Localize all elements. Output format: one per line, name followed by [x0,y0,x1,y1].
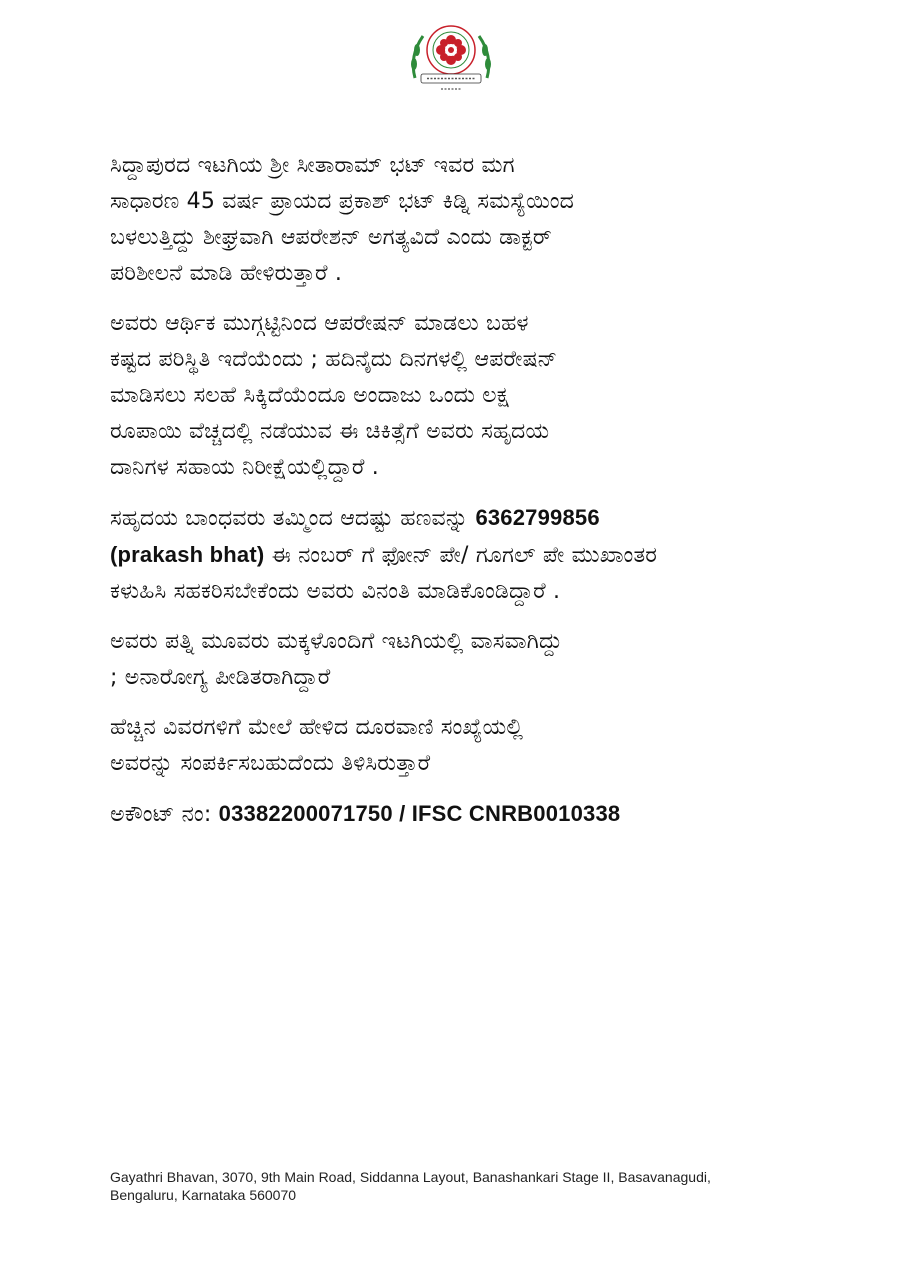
footer-address [110,1168,810,1204]
appeal-letter-body [110,148,800,847]
text-line: ಅವರು ಆರ್ಥಿಕ ಮುಗ್ಗಟ್ಟಿನಿಂದ ಆಪರೇಷನ್ ಮಾಡಲು ಬಹಳ [110,311,529,336]
text-line: ಬಳಲುತ್ತಿದ್ದು ಶೀಘ್ರವಾಗಿ ಆಪರೇಶನ್ ಅಗತ್ಯವಿದೆ ಎಂದು ಡಾಕ್ಟರ್ [110,225,552,250]
organization-logo [405,16,497,96]
account-label: ಅಕೌಂಟ್ ನಂ: [110,802,219,827]
text-line: ಅವರನ್ನು ಸಂಪರ್ಕಿಸಬಹುದೆಂದು ತಿಳಿಸಿರುತ್ತಾರೆ [110,751,431,776]
text-line: ಮಾಡಿಸಲು ಸಲಹೆ ಸಿಕ್ಕಿದೆಯೆಂದೂ ಅಂದಾಜು ಒಂದು ಲಕ್ಷ [110,383,509,408]
text-line: ಸಿದ್ದಾಪುರದ ಇಟಗಿಯ ಶ್ರೀ ಸೀತಾರಾಮ್ ಭಟ್ ಇವರ ಮಗ [110,153,515,178]
paragraph-contact [110,710,800,782]
text-line: ಅವರು ಪತ್ನಿ ಮೂವರು ಮಕ್ಕಳೊಂದಿಗೆ ಇಟಗಿಯಲ್ಲಿ ವಾಸವಾಗಿದ್ದು [110,629,563,654]
organization-seal-logo-icon [405,16,497,96]
account-number: 03382200071750 / IFSC CNRB0010338 [218,801,621,826]
text-line: ರೂಪಾಯಿ ವೆಚ್ಚದಲ್ಲಿ ನಡೆಯುವ ಈ ಚಿಕಿತ್ಸೆಗೆ ಅವರು ಸಹೃದಯ [110,419,550,444]
paragraph-financial-need [110,306,800,486]
paragraph-payment-request [110,500,800,610]
account-details [110,796,800,833]
paragraph-patient-intro [110,148,800,292]
text-line: ಈ ನಂಬರ್ ಗೆ ಫೋನ್ ಪೇ/ ಗೂಗಲ್ ಪೇ ಮುಖಾಂತರ [264,543,658,568]
text-line: ; ಅನಾರೋಗ್ಯ ಪೀಡಿತರಾಗಿದ್ದಾರೆ [110,665,331,690]
payee-name: (prakash bhat) [110,542,265,567]
text-line: ದಾನಿಗಳ ಸಹಾಯ ನಿರೀಕ್ಷೆಯಲ್ಲಿದ್ದಾರೆ . [110,455,379,480]
address-line-1: Gayathri Bhavan, 3070, 9th Main Road, Siddanna Layout, Banashankari Stage II, Basavanagudi, [110,1169,711,1185]
text-line: ಹೆಚ್ಚಿನ ವಿವರಗಳಿಗೆ ಮೇಲೆ ಹೇಳಿದ ದೂರವಾಣಿ ಸಂಖ್ಯೆಯಲ್ಲಿ [110,715,524,740]
address-line-2: Bengaluru, Karnataka 560070 [110,1187,297,1203]
text-line: ಕಳುಹಿಸಿ ಸಹಕರಿಸಬೇಕೆಂದು ಅವರು ವಿನಂತಿ ಮಾಡಿಕೊಂಡಿದ್ದಾರೆ . [110,579,561,604]
text-line: ಕಷ್ಟದ ಪರಿಸ್ಥಿತಿ ಇದೆಯೆಂದು ; ಹದಿನೈದು ದಿನಗಳಲ್ಲಿ ಆಪರೇಷನ್ [110,347,558,372]
text-line: ಪರಿಶೀಲನೆ ಮಾಡಿ ಹೇಳಿರುತ್ತಾರೆ . [110,261,343,286]
paragraph-family [110,624,800,696]
text-line: ಸಾಧಾರಣ 45 ವರ್ಷ ಪ್ರಾಯದ ಪ್ರಕಾಶ್ ಭಟ್ ಕಿಡ್ನಿ ಸಮಸ್ಯೆಯಿಂದ [110,189,575,214]
phone-number: 6362799856 [475,505,600,530]
text-line: ಸಹೃದಯ ಬಾಂಧವರು ತಮ್ಮಿಂದ ಆದಷ್ಟು ಹಣವನ್ನು [110,506,476,531]
